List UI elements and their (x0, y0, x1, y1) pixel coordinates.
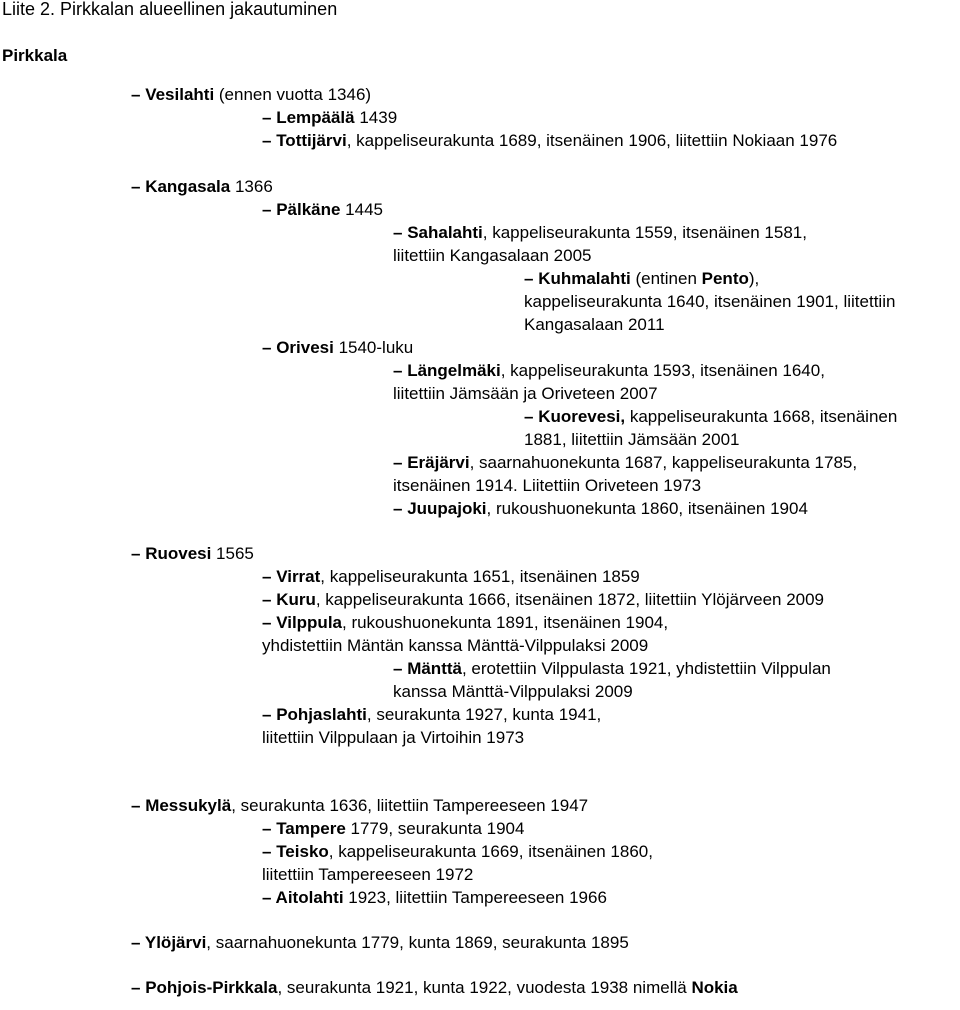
tree-line (524, 268, 759, 290)
place-name: – (262, 131, 277, 150)
tree-line (393, 498, 808, 520)
line-text: liitettiin Kangasalaan 2005 (393, 246, 592, 265)
line-text: liitettiin Vilppulaan ja Virtoihin 1973 (262, 728, 525, 747)
tree-line (262, 199, 383, 221)
tree-line (131, 84, 371, 106)
line-text: , saarnahuonekunta 1687, kappeliseurakunta 1785, (469, 453, 858, 472)
line-text: , rukoushuonekunta 1860, itsenäinen 1904 (486, 499, 808, 518)
line-text: , kappeliseurakunta 1689, itsenäinen 1906, liitettiin Nokiaan 1976 (346, 131, 838, 150)
line-text: 1540-luku (333, 338, 414, 357)
tree-line (262, 704, 601, 726)
line-text: itsenäinen 1914. Liitettiin Oriveteen 1973 (393, 476, 702, 495)
place-name: – (131, 933, 145, 952)
tree-line (262, 337, 413, 359)
line-text: kappeliseurakunta 1668, itsenäinen (625, 407, 898, 426)
place-name: – (131, 544, 146, 563)
tree-line (131, 977, 738, 999)
place-name: Pälkäne (276, 200, 341, 219)
section-heading: Pirkkala (2, 46, 68, 65)
line-text: , kappeliseurakunta 1593, itsenäinen 1640, (500, 361, 825, 380)
tree-line (393, 222, 807, 244)
tree-line (131, 543, 254, 565)
line-text: liitettiin Jämsään ja Oriveteen 2007 (393, 384, 658, 403)
tree-line (262, 612, 668, 634)
line-text: , seurakunta 1921, kunta 1922, vuodesta 1938 nimellä (277, 978, 692, 997)
line-text: 1565 (211, 544, 254, 563)
place-name: – (393, 659, 408, 678)
place-name: Kuru (276, 590, 316, 609)
tree-line (262, 589, 824, 611)
tree-line (262, 107, 397, 129)
place-name: Kangasala (145, 177, 231, 196)
place-name: – (131, 978, 146, 997)
tree-line (393, 658, 831, 680)
line-text: , seurakunta 1927, kunta 1941, (366, 705, 602, 724)
place-name: Tampere (276, 819, 346, 838)
tree-line (262, 864, 473, 886)
place-name: – (262, 567, 277, 586)
place-name: – (393, 499, 408, 518)
place-name: – (262, 338, 277, 357)
tree-line (262, 635, 648, 657)
place-name: – (262, 705, 277, 724)
place-name: Nokia (691, 978, 738, 997)
line-text: (entinen (630, 269, 702, 288)
line-text: , kappeliseurakunta 1559, itsenäinen 1581, (482, 223, 807, 242)
tree-line (262, 887, 607, 909)
place-name: – (393, 223, 408, 242)
place-name: Ylöjärvi (144, 933, 207, 952)
tree-line (131, 932, 629, 954)
place-name: Aitolahti (275, 888, 344, 907)
line-text: , kappeliseurakunta 1666, itsenäinen 1872, liitettiin Ylöjärveen 2009 (315, 590, 825, 609)
place-name: – (524, 407, 539, 426)
line-text: , seurakunta 1636, liitettiin Tampereeseen 1947 (231, 796, 589, 815)
tree-line (262, 727, 524, 749)
place-name: – (131, 85, 146, 104)
place-name: Längelmäki (407, 361, 501, 380)
tree-line (393, 475, 701, 497)
line-text: , kappeliseurakunta 1669, itsenäinen 1860, (328, 842, 653, 861)
line-text: liitettiin Tampereeseen 1972 (262, 865, 474, 884)
place-name: – (393, 453, 408, 472)
tree-line (524, 314, 665, 336)
place-name: Vesilahti (145, 85, 215, 104)
line-text: 1923, liitettiin Tampereeseen 1966 (343, 888, 607, 907)
tree-line (393, 681, 633, 703)
line-text: 1881, liitettiin Jämsään 2001 (524, 430, 740, 449)
line-text: yhdistettiin Mäntän kanssa Mänttä-Vilppulaksi 2009 (262, 636, 649, 655)
line-text: , rukoushuonekunta 1891, itsenäinen 1904, (342, 613, 669, 632)
tree-line (131, 795, 588, 817)
tree-line (393, 245, 591, 267)
place-name: Mänttä (407, 659, 462, 678)
tree-line (393, 383, 658, 405)
place-name: Teisko (276, 842, 329, 861)
place-name: Kuhmalahti (538, 269, 631, 288)
place-name: – (262, 842, 277, 861)
place-name: – (131, 177, 146, 196)
place-name: – (262, 108, 277, 127)
page-title: Liite 2. Pirkkalan alueellinen jakautuminen (2, 0, 338, 19)
place-name: Virrat (276, 567, 321, 586)
place-name: Sahalahti (407, 223, 483, 242)
line-text: kanssa Mänttä-Vilppulaksi 2009 (393, 682, 633, 701)
tree-line (131, 176, 273, 198)
line-text: , kappeliseurakunta 1651, itsenäinen 1859 (320, 567, 640, 586)
place-name: – (262, 819, 277, 838)
line-text: , saarnahuonekunta 1779, kunta 1869, seurakunta 1895 (206, 933, 629, 952)
tree-line (524, 406, 897, 428)
tree-line (262, 818, 524, 840)
line-text: , erotettiin Vilppulasta 1921, yhdistettiin Vilppulan (461, 659, 831, 678)
tree-line (262, 566, 640, 588)
tree-line (393, 452, 857, 474)
line-text: 1779, seurakunta 1904 (345, 819, 525, 838)
place-name: Tottijärvi (276, 131, 347, 150)
place-name: Lempäälä (276, 108, 355, 127)
place-name: – (131, 796, 146, 815)
line-text: Kangasalaan 2011 (524, 315, 665, 334)
place-name: – (262, 888, 276, 907)
tree-line (393, 360, 825, 382)
place-name: – (262, 613, 277, 632)
place-name: – (524, 269, 539, 288)
line-text: ), (748, 269, 760, 288)
place-name: Vilppula (276, 613, 342, 632)
tree-line (524, 429, 739, 451)
place-name: – (393, 361, 408, 380)
place-name: Pento (701, 269, 749, 288)
place-name: Orivesi (276, 338, 334, 357)
line-text: 1366 (230, 177, 273, 196)
place-name: Kuorevesi, (538, 407, 626, 426)
place-name: Pohjois-Pirkkala (145, 978, 278, 997)
place-name: Messukylä (145, 796, 232, 815)
tree-line (262, 130, 837, 152)
place-name: Ruovesi (145, 544, 212, 563)
place-name: – (262, 200, 277, 219)
line-text: (ennen vuotta 1346) (214, 85, 372, 104)
place-name: Eräjärvi (407, 453, 470, 472)
line-text: kappeliseurakunta 1640, itsenäinen 1901, liitettiin (524, 292, 896, 311)
tree-line (524, 291, 895, 313)
place-name: Pohjaslahti (276, 705, 367, 724)
line-text: 1439 (354, 108, 398, 127)
tree-line (262, 841, 653, 863)
line-text: 1445 (340, 200, 383, 219)
place-name: Juupajoki (407, 499, 487, 518)
place-name: – (262, 590, 277, 609)
